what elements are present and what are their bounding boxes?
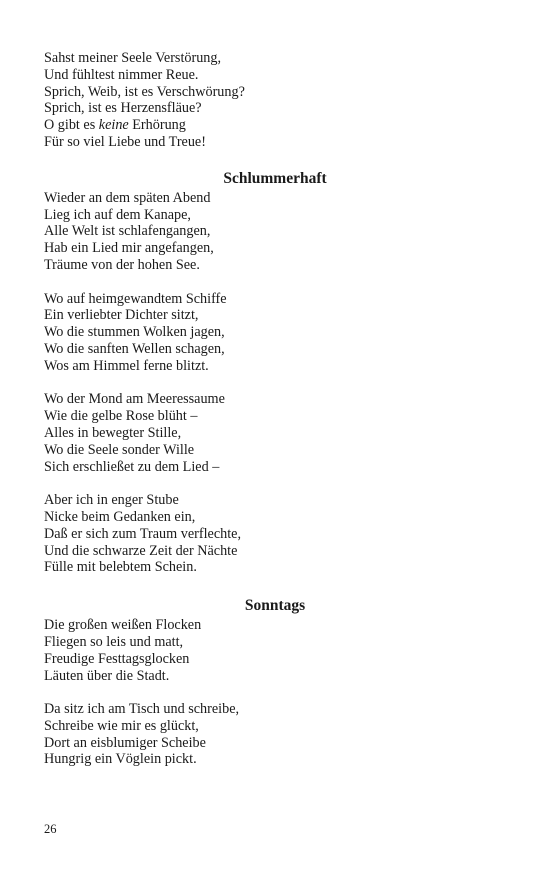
stanza <box>44 391 506 475</box>
poem-line: Fülle mit belebtem Schein. <box>44 559 197 576</box>
stanza <box>44 617 506 684</box>
poem-line: Fliegen so leis und matt, <box>44 633 184 650</box>
poem-line: Aber ich in enger Stube <box>44 492 179 509</box>
poem-line: Wo die sanften Wellen schagen, <box>44 340 225 357</box>
poem-line: Da sitz ich am Tisch und schreibe, <box>44 701 240 718</box>
poem-line: Sprich, Weib, ist es Verschwörung? <box>44 83 245 100</box>
poem-line: Ein verliebter Dichter sitzt, <box>44 307 199 324</box>
poem-line: Schreibe wie mir es glückt, <box>44 717 199 734</box>
poem-line: Dort an eisblumiger Scheibe <box>44 734 206 751</box>
poem-line: Die großen weißen Flocken <box>44 617 202 634</box>
poem-line: Wo der Mond am Meeressaume <box>44 391 225 408</box>
page-content <box>44 50 506 768</box>
poem-line: Alles in bewegter Stille, <box>44 424 182 441</box>
stanza <box>44 291 506 375</box>
poem-line: Hungrig ein Vöglein pickt. <box>44 751 197 768</box>
poem-line: Hab ein Lied mir angefangen, <box>44 240 214 257</box>
poem-title-sonntags: Sonntags <box>244 597 306 615</box>
page-number: 26 <box>44 822 57 836</box>
poem-line: Träume von der hohen See. <box>44 256 200 273</box>
intro-stanza <box>44 50 506 151</box>
poem-line: Sich erschließet zu dem Lied – <box>44 458 220 475</box>
line-text: Erhörung <box>128 117 186 134</box>
poem-line: Nicke beim Gedanken ein, <box>44 508 196 525</box>
poem-line: Läuten über die Stadt. <box>44 667 170 684</box>
poem-line: Wie die gelbe Rose blüht – <box>44 408 198 425</box>
poem-line: Alle Welt ist schlafengangen, <box>44 223 211 240</box>
line-text: O gibt es <box>44 117 99 134</box>
poem-line: Lieg ich auf dem Kanape, <box>44 206 191 223</box>
poem-line-with-emphasis <box>44 117 506 134</box>
poem-line: Sahst meiner Seele Verstörung, <box>44 50 222 66</box>
poem-line: Freudige Festtagsglocken <box>44 650 190 667</box>
emphasized-word: keine <box>98 117 129 134</box>
poem-title-schlummerhaft: Schlummerhaft <box>223 169 327 187</box>
poem-line: Daß er sich zum Traum verflechte, <box>44 525 241 542</box>
poem-line: Wieder an dem späten Abend <box>44 189 211 206</box>
poem-line: Wos am Himmel ferne blitzt. <box>44 357 209 374</box>
stanza <box>44 190 506 274</box>
poem-line: Wo die stummen Wolken jagen, <box>44 324 225 341</box>
poem-line: Für so viel Liebe und Treue! <box>44 133 206 150</box>
stanza <box>44 492 506 576</box>
poem-line: Wo auf heimgewandtem Schiffe <box>44 290 227 307</box>
poem-line: Und die schwarze Zeit der Nächte <box>44 542 238 559</box>
stanza <box>44 701 506 768</box>
poem-line: Wo die Seele sonder Wille <box>44 441 195 458</box>
poem-line: Und fühltest nimmer Reue. <box>44 66 199 83</box>
poem-line: Sprich, ist es Herzensfläue? <box>44 100 202 117</box>
